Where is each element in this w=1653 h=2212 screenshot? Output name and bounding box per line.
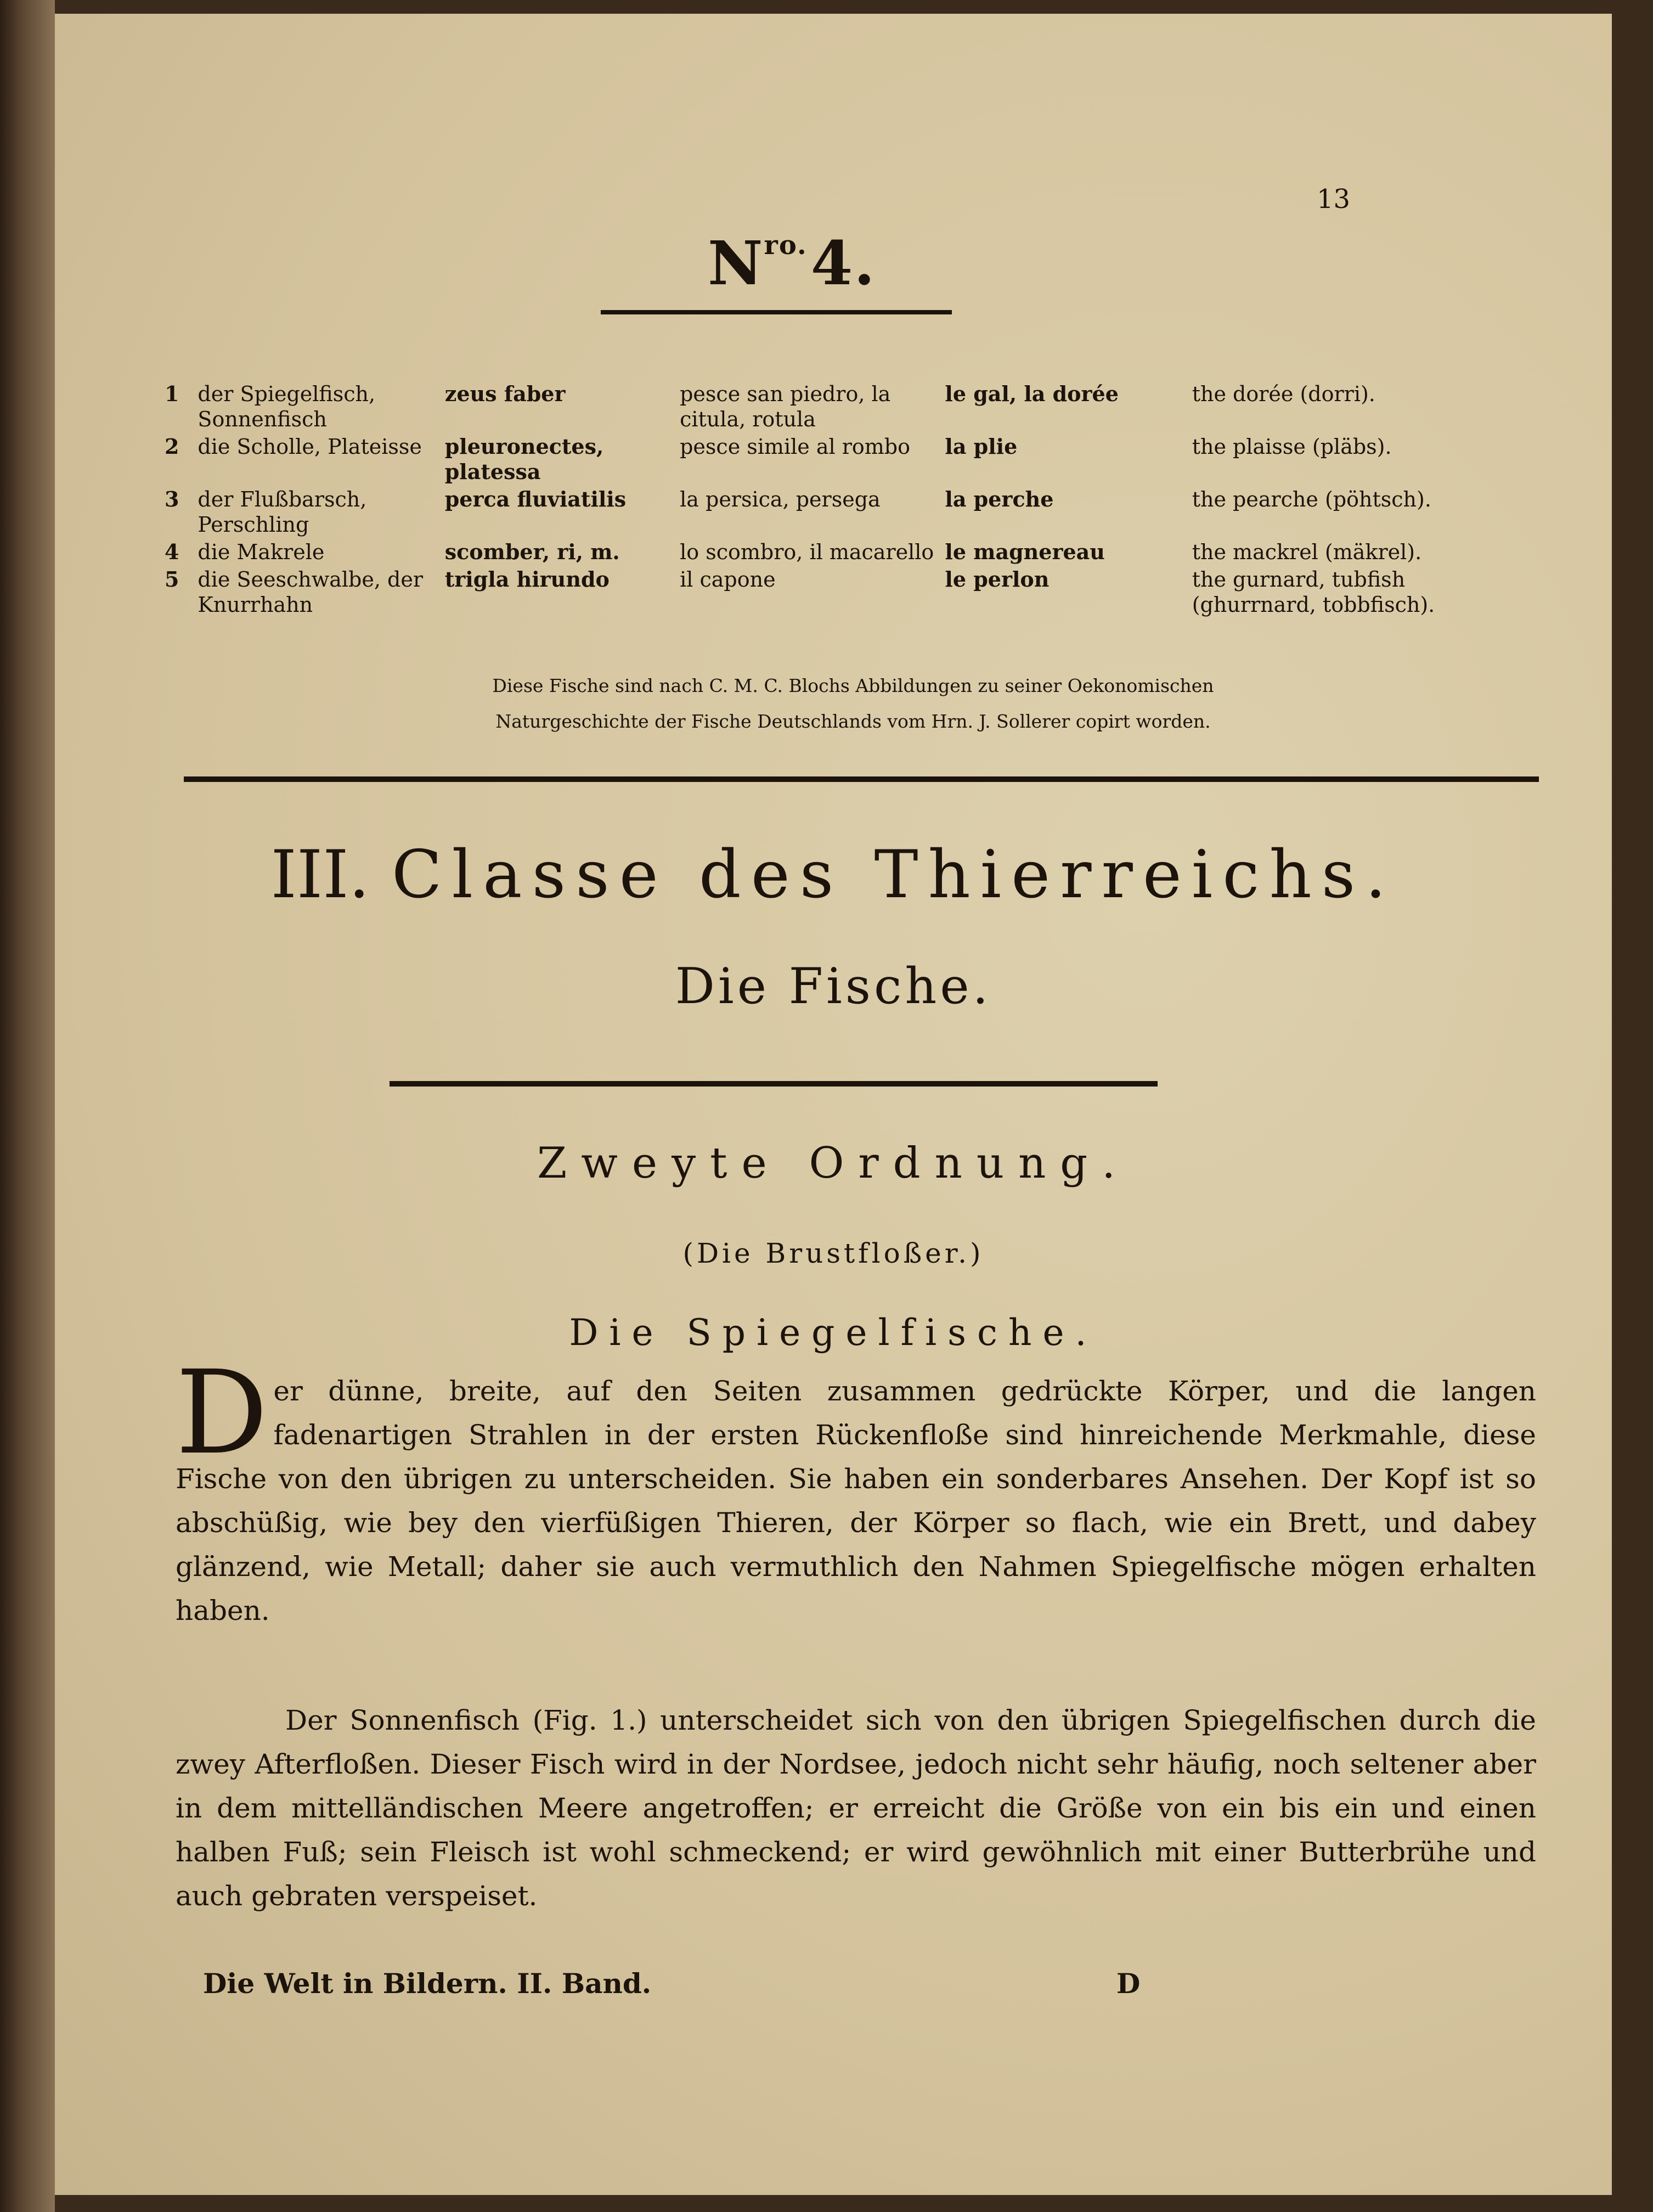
table-note-line-1: Diese Fische sind nach C. M. C. Blochs Abbildungen zu seiner Oekonomischen [492,675,1214,696]
paragraph-1-text: er dünne, breite, auf den Seiten zusammen gedrückte Körper, und die langen fadenartigen Strahlen in der ersten Rückenfloße sind hinreichende Merkmahle, diese Fische von den übrigen zu unterscheiden. Sie haben ein sonderbares Ansehen. Der Kopf ist so abschüßig, wie bey den vierfüßigen Thieren, der Körper so flach, wie ein Brett, und dabey glänzend, wie Metall; daher sie auch vermuthlich den Nahmen Spiegelfische mögen erhalten haben. [176,1375,1536,1626]
drop-cap: D [176,1346,268,1480]
class-roman: III. [270,837,370,913]
plate-number-sup: ro. [764,230,808,261]
fish-num-cell: 5 [165,567,179,592]
footer-title: Die Welt in Bildern. II. Band. [203,1967,652,2000]
fish-french-cell: la perche [945,487,1054,511]
fish-german-cell: der Flußbarsch, Perschling [198,487,367,537]
class-title [55,837,1612,913]
fish-italian-cell: il capone [680,567,776,592]
class-title-text: Classe des Thierreichs. [391,837,1396,913]
plate-number-label: N [708,228,764,299]
fish-latin-cell: trigla hirundo [444,567,610,592]
book-page [55,14,1612,2195]
order-heading: Zweyte Ordnung. [537,1139,1130,1188]
fish-french-cell: le gal, la dorée [945,381,1119,406]
paragraph-2 [176,1698,1536,1918]
fish-french-cell: le perlon [945,567,1050,592]
table-row [165,539,1481,567]
paragraph-2-text: Der Sonnenfisch (Fig. 1.) unterscheidet sich von den übrigen Spiegelfischen durch die zwey Afterfloßen. Dieser Fisch wird in der Nordsee, jedoch nicht sehr häufig, noch seltener aber in dem mittelländischen Meere angetroffen; er erreicht die Größe von ein bis ein und einen halben Fuß; sein Fleisch ist wohl schmeckend; er wird gewöhnlich mit einer Butterbrühe und auch gebraten verspeiset. [176,1704,1536,1912]
fish-english-cell: the pearche (pöhtsch). [1192,487,1431,511]
table-row [165,434,1481,487]
fish-num-cell: 4 [165,539,179,564]
fish-name-table [165,381,1481,620]
fish-latin-cell: pleuronectes, platessa [444,434,604,484]
fish-english-cell: the mackrel (mäkrel). [1192,540,1422,564]
header-rule [601,310,952,314]
section-rule [184,776,1539,782]
fish-french-cell: la plie [945,434,1018,459]
fish-english-cell: the gurnard, tubfish (ghurrnard, tobbfisch). [1192,567,1435,617]
paragraph-1 [176,1346,1536,1633]
fish-english-cell: the dorée (dorri). [1192,382,1375,406]
fish-german-cell: die Scholle, Plateisse [198,435,422,459]
fish-italian-cell: lo scombro, il macarello [680,540,934,564]
subtitle-rule [390,1081,1158,1087]
fish-italian-cell: pesce simile al rombo [680,435,911,459]
fish-num-cell: 2 [165,434,179,459]
fish-num-cell: 1 [165,381,179,406]
fish-latin-cell: scomber, ri, m. [444,539,620,564]
book-spine [0,0,55,2212]
fish-italian-cell: pesce san piedro, la citula, rotula [680,382,891,431]
family-heading: Die Spiegelfische. [569,1312,1098,1354]
fish-german-cell: die Makrele [198,540,325,564]
fish-italian-cell: la persica, persega [680,487,881,511]
table-row [165,567,1481,620]
fish-english-cell: the plaisse (pläbs). [1192,435,1392,459]
page-number: 13 [1317,184,1351,215]
order-subheading: (Die Brustfloßer.) [682,1237,984,1269]
fish-latin-cell: zeus faber [444,381,566,406]
fish-german-cell: die Seeschwalbe, der Knurrhahn [198,567,424,617]
plate-number-value: 4. [810,228,876,299]
table-row [165,487,1481,539]
fish-german-cell: der Spiegelfisch, Sonnenfisch [198,382,376,431]
plate-number [708,228,876,299]
table-row [165,381,1481,434]
fish-french-cell: le magnereau [945,539,1105,564]
fish-latin-cell: perca fluviatilis [444,487,627,511]
table-note-line-2: Naturgeschichte der Fische Deutschlands vom Hrn. J. Sollerer copirt worden. [495,711,1211,732]
chapter-subtitle: Die Fische. [675,958,992,1015]
footer-signature: D [1116,1967,1141,2000]
fish-num-cell: 3 [165,487,179,511]
